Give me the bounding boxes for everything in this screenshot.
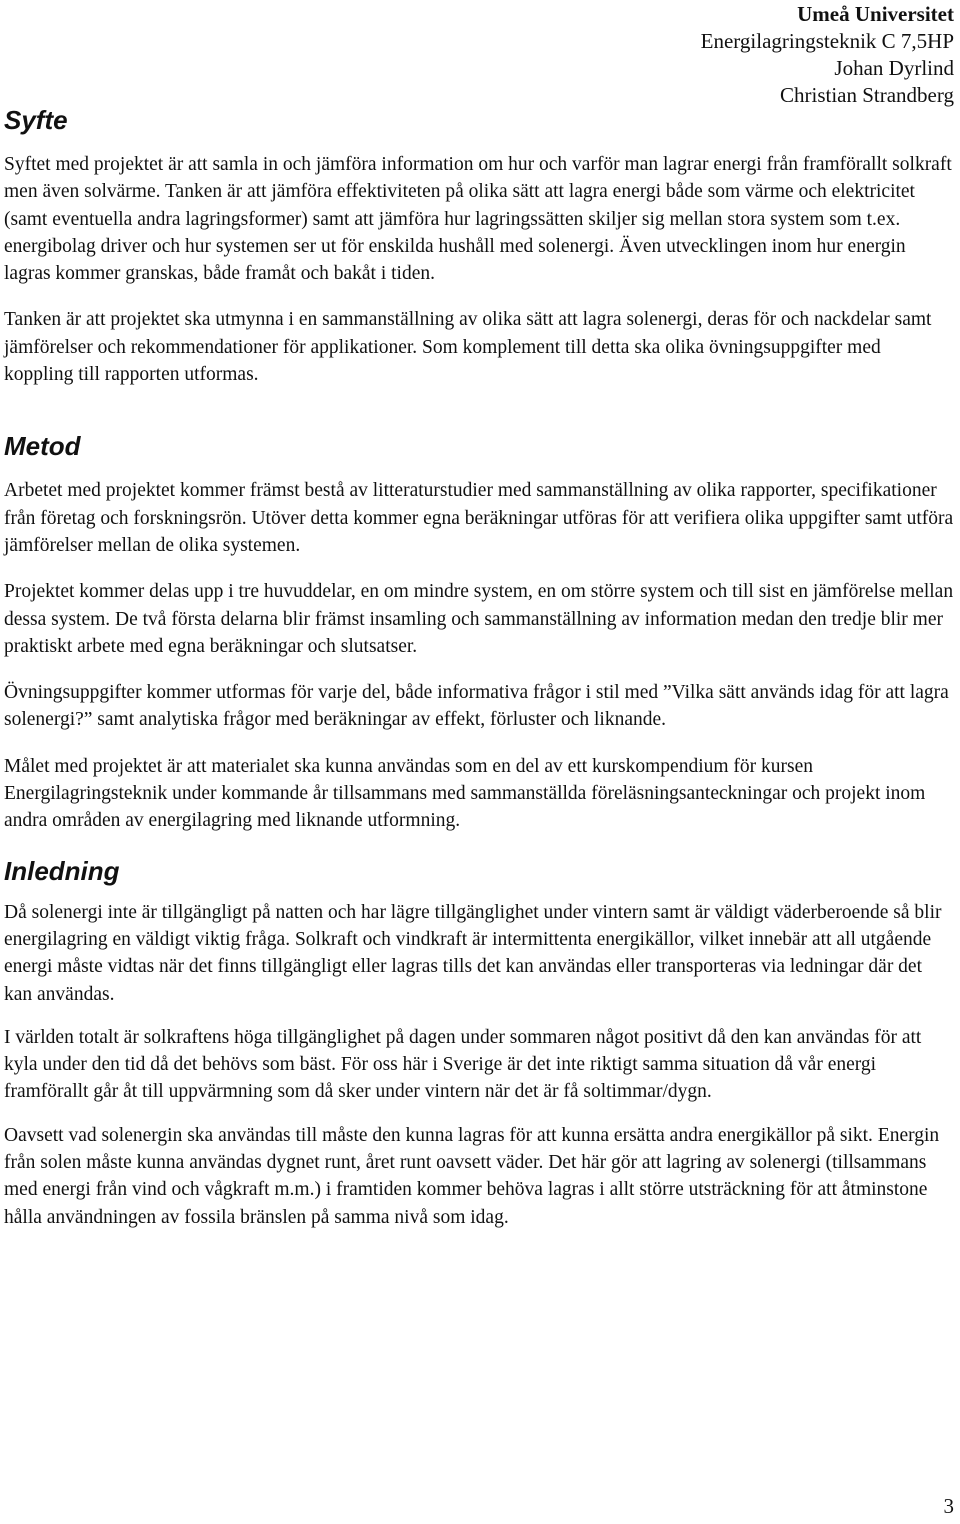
paragraph: Målet med projektet är att materialet ska kunna användas som en del av ett kurskompendium för kursen Energilagringsteknik under kommande år tillsammans med sammanställda föreläsningsanteckningar och projekt inom andra områden av energilagring med liknande utformning. (4, 755, 926, 832)
section-syfte (4, 104, 954, 388)
university-name: Umeå Universitet (797, 2, 954, 26)
page-number: 3 (943, 1494, 954, 1518)
document-body (4, 104, 954, 1247)
course-name: Energilagringsteknik C 7,5HP (700, 29, 954, 53)
paragraph: Syftet med projektet är att samla in och jämföra information om hur och varför man lagrar energi från framförallt solkraft men även solvärme. Tanken är att jämföra effektiviteten på olika sätt att lagra energi både som värme och elektricitet (samt eventuella andra lagringsformer) samt att jämföra hur lagringssätten skiljer sig mellan stora system som t.ex. energibolag driver och hur systemen ser ut för enskilda hushåll med solenergi. Även utvecklingen inom hur energin lagras kommer granskas, både framåt och bakåt i tiden. (4, 154, 952, 285)
paragraph: Tanken är att projektet ska utmynna i en sammanställning av olika sätt att lagra solenergi, deras för och nackdelar samt jämförelser och rekommendationer för applikationer. Som komplement till detta ska olika övningsuppgifter med koppling till rapporten utformas. (4, 309, 932, 386)
section-heading: Syfte (4, 105, 68, 135)
paragraph: Övningsuppgifter kommer utformas för varje del, både informativa frågor i stil med ”Vilka sätt används idag för att lagra solenergi?” samt analytiska frågor med beräkningar av effekt, förluster och liknande. (4, 682, 949, 731)
author-name: Christian Strandberg (779, 83, 954, 107)
section-metod (4, 430, 954, 834)
paragraph: Arbetet med projektet kommer främst bestå av litteraturstudier med sammanställning av olika rapporter, specifikationer från företag och forskningsrön. Utöver detta kommer egna beräkningar utföras för att verifiera olika uppgifter samt utföra jämförelser mellan de olika systemen. (4, 480, 954, 556)
paragraph: Projektet kommer delas upp i tre huvuddelar, en om mindre system, en om större system och till sist en jämförelse mellan dessa system. De två första delarna blir främst insamling och sammanställning av information medan den tredje blir mer praktiskt arbete med egna beräkningar och slutsatser. (4, 581, 954, 657)
section-heading: Metod (4, 431, 81, 462)
page-header (701, 1, 954, 109)
paragraph: I världen totalt är solkraftens höga tillgänglighet på dagen under sommaren något positivt då den kan användas för att kyla under den tid då det behövs som bäst. För oss här i Sverige är det inte riktigt samma situation då vår energi framförallt går åt till uppvärmning som då sker under vintern när det är få soltimmar/dygn. (4, 1026, 922, 1103)
section-heading: Inledning (4, 855, 120, 886)
paragraph: Oavsett vad solenergin ska användas till måste den kunna lagras för att kunna ersätta andra energikällor på sikt. Energin från solen måste kunna användas dygnet runt, året runt oavsett väder. Det här gör att lagring av solenergi (tillsammans med energi från vind och vågkraft m.m.) i framtiden kommer behöva lagras i allt större utsträckning för att åtminstone hålla användningen av fossila bränslen på samma nivå som idag. (4, 1124, 940, 1228)
paragraph: Då solenergi inte är tillgängligt på natten och har lägre tillgänglighet under vintern samt är väldigt väderberoende så blir energilagring en väldigt viktig fråga. Solkraft och vindkraft är intermittenta energikällor, vilket innebär att all utgående energi måste vidtas när det finns tillgängligt eller lagras tills det kan användas eller transporteras via ledningar där det kan användas. (4, 901, 942, 1005)
author-name: Johan Dyrlind (834, 56, 954, 80)
section-inledning (4, 855, 954, 1231)
